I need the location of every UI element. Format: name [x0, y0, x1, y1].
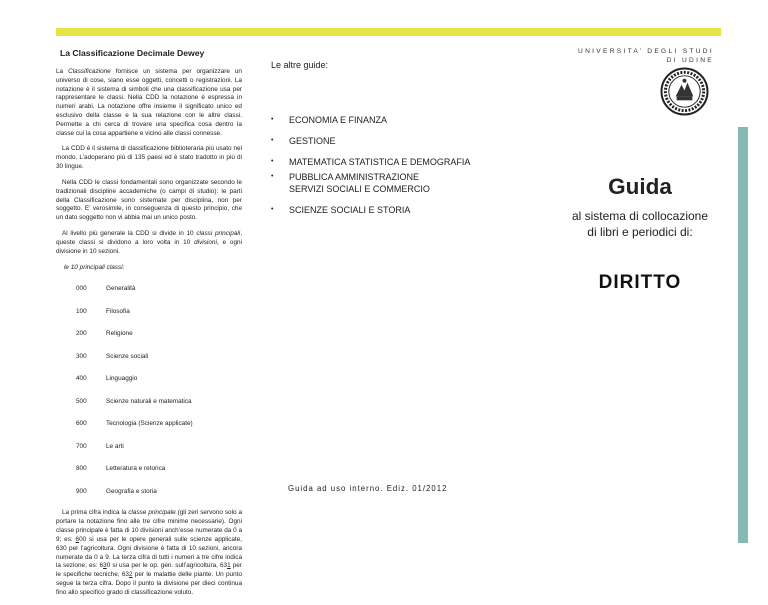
university-seal-icon [660, 67, 709, 116]
university-name [578, 47, 714, 65]
class-row [56, 323, 242, 346]
class-row [56, 346, 242, 369]
class-row [56, 278, 242, 301]
bullet-icon: • [271, 116, 274, 123]
bullet-icon: • [271, 137, 274, 145]
guide-title: SCIENZE SOCIALI E STORIA [289, 204, 411, 215]
dewey-title: La Classificazione Decimale Dewey [60, 48, 205, 58]
main-classes-list [56, 278, 242, 503]
guide-item [271, 115, 471, 127]
class-number: 300 [76, 352, 87, 360]
guide-title: PUBBLICA AMMINISTRAZIONE SERVIZI SOCIALI E COMMERCIO [289, 172, 445, 194]
class-number: 600 [76, 420, 87, 428]
side-accent-bar [738, 127, 748, 543]
university-line-1: UNIVERSITA’ DEGLI STUDI [578, 48, 714, 55]
disciplines-paragraph: Nella CDD le classi fondamentali sono organizzate secondo le tradizionali discipline accademiche (o campi di studio): le parti della Classificazione sono sistemate per disciplina, non per soggetto. E’ verosimile, in conseguenza di questo principio, che un dato soggetto non vi abbia mai un unico posto. [56, 178, 242, 222]
class-row [56, 481, 242, 504]
class-name: Linguaggio [106, 375, 138, 383]
class-row [56, 413, 242, 436]
structure-paragraph: Al livello più generale la CDD si divide in 10 classi principali, queste classi si dividono a loro volta in 10 divisioni, e ogni divisione in 10 sezioni. [56, 230, 242, 255]
class-row [56, 368, 242, 391]
university-line-2: DI UDINE [666, 57, 714, 65]
guide-item [271, 157, 471, 169]
guide-item [271, 205, 471, 217]
class-row [56, 391, 242, 414]
class-number: 100 [76, 307, 87, 315]
class-row [56, 301, 242, 324]
class-number: 900 [76, 487, 87, 495]
middle-column [271, 60, 471, 226]
guide-title: GESTIONE [289, 136, 336, 147]
top-accent-bar [56, 28, 721, 36]
class-name: Scienze sociali [106, 352, 149, 360]
intro-paragraph: La Classificazione fornisce un sistema per organizzare un universo di cose, siano esse oggetti, concetti o registrazioni. La notazione è il sistema di simboli che una classificazione usa per rappresentare le classi. Nella CDD la notazione è espressa in numeri arabi. La notazione offre insieme il significato unico ed esclusivo della classe e la sua relazione con le altre classi. Permette a chi cerca di trovare una specifica cosa dentro la classe cui la cosa appartiene e vicino alle classi connesse. [56, 67, 242, 137]
bullet-icon: • [271, 158, 274, 166]
class-name: Geografia e storia [106, 487, 157, 495]
edition-footer: Guida ad uso interno. Ediz. 01/2012 [288, 484, 448, 493]
bullet-icon: • [271, 173, 274, 181]
class-name: Scienze naturali e matematica [106, 397, 192, 405]
notation-paragraph: La prima cifra indica la classe principale (gli zeri servono solo a portare la notazione fino alle tre cifre minime necessarie). Ogni classe principale è fatta di 10 divisioni anch’esse numerate da 0 a 9; es: 600 si usa per le opere generali sulle scienze applicate, 630 per l’agricoltura. Ogni divisione è fatta di 10 sezioni, ancora numerate da 0 a 9. La terza cifra di tutti i numeri a tre cifre indica la sezione; es: 630 si usa per le op. gen. sull’agricoltura, 631 per le specifiche tecniche, 632 per le malattie delle piante. Un punto segue la terza cifra. Dopo il punto la divisione per dieci continua fino allo specifico grado di classificazione voluto. [56, 509, 242, 596]
guide-title: ECONOMIA E FINANZA [289, 115, 388, 125]
classes-label: le 10 principali classi: [64, 263, 125, 271]
guide-item [271, 136, 471, 148]
subject-title: DIRITTO [598, 272, 682, 293]
guide-title: MATEMATICA STATISTICA E DEMOGRAFIA [289, 157, 471, 168]
guide-title-heading: Guida [608, 174, 672, 199]
cdd-usage-paragraph: La CDD è il sistema di classificazione biblioteraria più usato nel mondo. L’adoperano più di 135 paesi ed è stato tradotto in più di 30 lingue. [56, 145, 242, 171]
left-column [56, 48, 242, 605]
class-number: 000 [76, 285, 87, 293]
class-row [56, 458, 242, 481]
class-name: Le arti [106, 442, 124, 450]
class-name: Tecnologia (Scienze applicate) [106, 420, 193, 428]
class-row [56, 436, 242, 459]
other-guides-list [271, 115, 471, 217]
class-number: 700 [76, 442, 87, 450]
class-name: Filosofia [106, 307, 130, 315]
class-name: Religione [106, 330, 133, 338]
guide-item [271, 172, 471, 195]
guide-subtitle-line-2: di libri e periodici di: [587, 225, 693, 239]
class-number: 500 [76, 397, 87, 405]
bullet-icon: • [271, 205, 274, 213]
class-number: 800 [76, 465, 87, 473]
class-name: Generalità [106, 285, 136, 293]
class-number: 400 [76, 375, 87, 383]
other-guides-heading: Le altre guide: [271, 60, 329, 70]
class-name: Letteratura e retorica [106, 465, 166, 473]
guide-subtitle-line-1: al sistema di collocazione [571, 209, 709, 223]
class-number: 200 [76, 330, 87, 338]
